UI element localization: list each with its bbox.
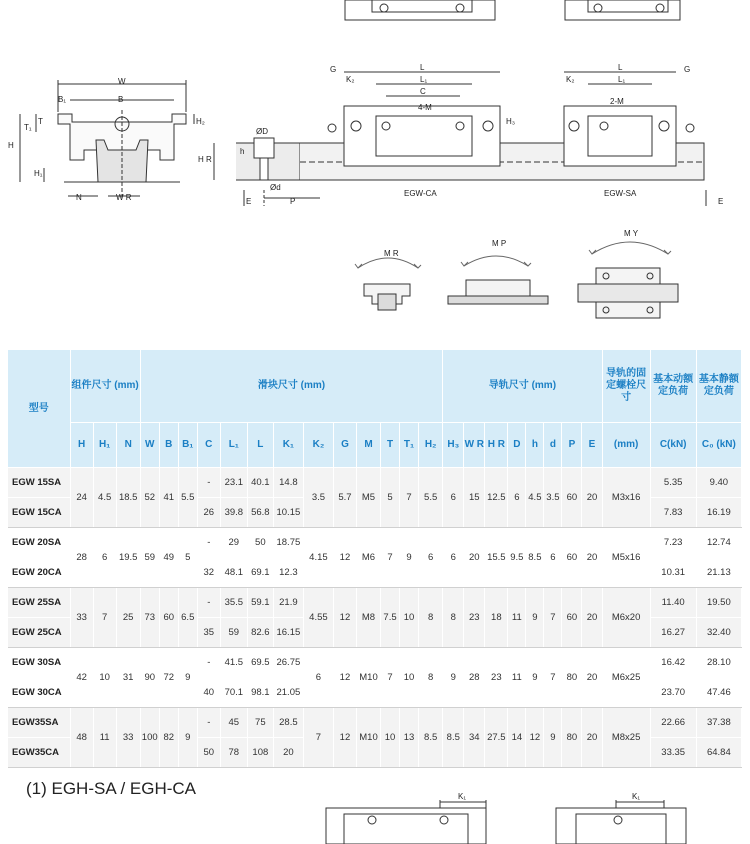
sub-header: d [544,423,562,468]
label-wr: W R [116,193,132,202]
table-cell: 21.9 [273,588,303,618]
sub-header: W [140,423,159,468]
table-cell: M6x25 [602,648,650,708]
table-cell: 108 [247,738,273,768]
label-k2-sa: K₂ [566,75,575,84]
table-cell: 28 [464,648,485,708]
table-cell: 7 [544,648,562,708]
table-cell: 73 [140,588,159,648]
table-cell: 7 [544,588,562,648]
table-cell: 48 [70,708,93,768]
table-cell: 60 [159,588,178,648]
table-cell: - [197,588,220,618]
table-cell: 41 [159,468,178,528]
table-cell: 12.5 [485,468,508,528]
table-cell: 72 [159,648,178,708]
series-title: (1) EGH-SA / EGH-CA [26,779,197,798]
table-cell: 25 [116,588,140,648]
model-cell: EGW 15SA [8,468,70,498]
table-cell: 42 [70,648,93,708]
label-mr: M R [384,249,399,258]
table-cell: 6 [419,528,443,588]
table-cell: 59.1 [247,588,273,618]
table-cell: 10.15 [273,498,303,528]
sub-header: C₀ (kN) [696,423,741,468]
table-cell: 59 [140,528,159,588]
table-cell: 49 [159,528,178,588]
table-cell: 16.19 [696,498,741,528]
table-cell: 21.13 [696,558,741,588]
table-cell: 16.15 [273,618,303,648]
table-cell: - [197,468,220,498]
table-cell: 7 [303,708,333,768]
table-cell: 23 [485,648,508,708]
table-cell: 12 [526,708,544,768]
table-cell: 8 [419,588,443,648]
sub-header-row [8,423,742,468]
table-cell: 28.10 [696,648,741,678]
table-cell: 9.40 [696,468,741,498]
table-cell: 3.5 [544,468,562,528]
table-cell: 20 [582,468,602,528]
table-cell: 9 [526,588,544,648]
table-cell: 10 [93,648,116,708]
table-cell: 5.7 [333,468,356,528]
table-cell: 20 [464,528,485,588]
table-cell: 80 [562,648,582,708]
table-cell: 14.8 [273,468,303,498]
table-cell: M10 [356,708,380,768]
table-cell: 35.5 [220,588,247,618]
sub-header: (mm) [602,423,650,468]
table-cell: M5x16 [602,528,650,588]
table-cell: 60 [562,468,582,528]
label-d: Ød [270,183,281,192]
table-cell: 90 [140,648,159,708]
table-cell: 9 [544,708,562,768]
table-cell: 27.5 [485,708,508,768]
label-w: W [118,77,126,86]
sub-header: C [197,423,220,468]
table-cell: 3.5 [303,468,333,528]
table-cell: 7 [381,648,400,708]
table-cell: 26.75 [273,648,303,678]
table-cell: 80 [562,708,582,768]
table-cell: 60 [562,528,582,588]
table-cell: - [197,648,220,678]
bottom-drawing [0,792,750,844]
model-cell: EGW 20SA [8,528,70,558]
table-cell: 5.5 [419,468,443,528]
table-row [8,708,742,738]
table-cell: 23 [464,588,485,648]
table-cell: 45 [220,708,247,738]
table-cell: 7.23 [650,528,696,558]
sub-header: H₃ [443,423,464,468]
table-cell: 60 [562,588,582,648]
label-t: T [38,117,43,126]
table-cell: 33 [70,588,93,648]
label-t1: T₁ [24,123,32,132]
moment-labels [384,229,639,258]
model-cell: EGW 25CA [8,618,70,648]
table-cell: 98.1 [247,678,273,708]
table-cell: 100 [140,708,159,768]
label-od: ØD [256,127,268,136]
label-e-right: E [718,197,724,206]
table-cell: 23.70 [650,678,696,708]
table-cell: 8.5 [443,708,464,768]
table-cell: 40.1 [247,468,273,498]
label-egw-ca: EGW-CA [404,189,437,198]
table-cell: - [197,528,220,558]
header-static-load: 基本静额定负荷 [696,350,741,423]
sub-header: E [582,423,602,468]
table-cell: 75 [247,708,273,738]
table-cell: 20 [582,588,602,648]
sub-header: P [562,423,582,468]
top-view [300,72,706,206]
sub-header: B₁ [178,423,197,468]
front-view [20,80,194,200]
table-cell: 9.5 [508,528,526,588]
sub-header: N [116,423,140,468]
table-cell: 6 [443,528,464,588]
table-cell: 10.31 [650,558,696,588]
table-cell: 47.46 [696,678,741,708]
label-b1: B₁ [58,95,67,104]
table-cell: M6 [356,528,380,588]
table-cell: 13 [400,708,419,768]
table-cell: 16.27 [650,618,696,648]
table-cell: 4.5 [526,468,544,528]
sub-header: h [526,423,544,468]
table-cell: 26 [197,498,220,528]
label-p: P [290,197,296,206]
table-cell: M10 [356,648,380,708]
table-cell: 19.50 [696,588,741,618]
label-l1-sa: L₁ [618,75,626,84]
table-cell: 10 [381,708,400,768]
table-cell: 6 [303,648,333,708]
table-cell: 11 [93,708,116,768]
model-cell: EGW 25SA [8,588,70,618]
table-cell: 12.3 [273,558,303,588]
table-cell: 6.5 [178,588,197,648]
table-cell: 37.38 [696,708,741,738]
table-cell: 59 [220,618,247,648]
model-cell: EGW 30SA [8,648,70,678]
table-cell: 9 [178,708,197,768]
table-cell: 33.35 [650,738,696,768]
label-l1-ca: L₁ [420,75,428,84]
table-cell: 41.5 [220,648,247,678]
table-cell: 16.42 [650,648,696,678]
table-cell: 9 [178,648,197,708]
table-cell: 5 [178,528,197,588]
label-b: B [118,95,124,104]
table-cell: 33 [116,708,140,768]
table-cell: 11 [508,648,526,708]
table-cell: 7 [93,588,116,648]
header-model: 型号 [8,350,70,468]
table-cell: 32 [197,558,220,588]
table-cell: 20 [582,528,602,588]
table-cell: 21.05 [273,678,303,708]
table-cell: 6 [544,528,562,588]
table-cell: 12 [333,588,356,648]
table-cell: 52 [140,468,159,528]
label-h-small: h [240,147,245,156]
table-cell: 8.5 [419,708,443,768]
sub-header: K₂ [303,423,333,468]
table-cell: 23.1 [220,468,247,498]
table-cell: 18 [485,588,508,648]
table-cell: - [197,708,220,738]
table-cell: M8 [356,588,380,648]
sub-header: H₂ [419,423,443,468]
table-cell: M8x25 [602,708,650,768]
table-row [8,648,742,678]
table-cell: 5 [381,468,400,528]
model-cell: EGW35CA [8,738,70,768]
sub-header: L [247,423,273,468]
table-cell: 20 [582,708,602,768]
table-cell: 9 [443,648,464,708]
sub-header: L₁ [220,423,247,468]
table-cell: 39.8 [220,498,247,528]
table-cell: 7 [400,468,419,528]
table-cell: 4.55 [303,588,333,648]
table-cell: 7.83 [650,498,696,528]
table-cell: 18.5 [116,468,140,528]
moment-diagrams [355,242,678,318]
sub-header: C(kN) [650,423,696,468]
label-egw-sa: EGW-SA [604,189,637,198]
model-cell: EGW 20CA [8,558,70,588]
label-my: M Y [624,229,639,238]
label-h: H [8,141,14,150]
sub-header: B [159,423,178,468]
table-cell: 64.84 [696,738,741,768]
table-cell: 78 [220,738,247,768]
label-l-ca: L [420,63,425,72]
table-cell: 5.35 [650,468,696,498]
table-cell: M3x16 [602,468,650,528]
table-cell: 40 [197,678,220,708]
model-cell: EGW35SA [8,708,70,738]
sub-header: T₁ [400,423,419,468]
table-cell: 70.1 [220,678,247,708]
table-cell: 12 [333,528,356,588]
sub-header: G [333,423,356,468]
label-g-left: G [330,65,337,74]
table-cell: 24 [70,468,93,528]
table-cell: 82 [159,708,178,768]
table-cell: 12.74 [696,528,741,558]
table-cell: 8.5 [526,528,544,588]
table-cell: 12 [333,708,356,768]
table-row [8,528,742,558]
model-cell: EGW 30CA [8,678,70,708]
label-k1-right: K₁ [632,792,641,801]
table-cell: 15.5 [485,528,508,588]
header-block: 滑块尺寸 (mm) [140,350,443,423]
table-cell: 8 [419,648,443,708]
header-rail: 导轨尺寸 (mm) [443,350,602,423]
technical-drawing [0,0,750,350]
label-n: N [76,193,82,202]
table-cell: M6x20 [602,588,650,648]
table-cell: 56.8 [247,498,273,528]
table-cell: 22.66 [650,708,696,738]
sub-header: D [508,423,526,468]
label-h1: H₁ [34,169,43,178]
table-cell: 11 [508,588,526,648]
header-bolt: 导轨的固定螺栓尺寸 [602,350,650,423]
table-cell: 29 [220,528,247,558]
table-cell: 82.6 [247,618,273,648]
table-cell: 19.5 [116,528,140,588]
table-cell: 35 [197,618,220,648]
table-cell: 6 [508,468,526,528]
table-cell: 69.1 [247,558,273,588]
table-cell: 9 [400,528,419,588]
sub-header: M [356,423,380,468]
table-cell: 15 [464,468,485,528]
table-cell: 9 [526,648,544,708]
table-cell: 8 [443,588,464,648]
table-cell: 18.75 [273,528,303,558]
table-cell: 32.40 [696,618,741,648]
label-4m: 4-M [418,103,432,112]
spec-table [8,350,742,768]
label-k2-ca: K₂ [346,75,355,84]
model-cell: EGW 15CA [8,498,70,528]
label-k1-left: K₁ [458,792,467,801]
table-row [8,468,742,498]
label-c: C [420,87,426,96]
sub-header: W R [464,423,485,468]
sub-header: H₁ [93,423,116,468]
spec-table-body [8,468,742,768]
label-hr: H R [198,155,212,164]
top-partial-blocks [345,0,680,20]
table-cell: 4.15 [303,528,333,588]
table-cell: 14 [508,708,526,768]
table-cell: 31 [116,648,140,708]
label-h3: H₃ [506,117,516,126]
table-cell: 12 [333,648,356,708]
sub-header: T [381,423,400,468]
table-cell: 7 [381,528,400,588]
table-cell: 50 [247,528,273,558]
label-h2: H₂ [196,117,205,126]
table-row [8,588,742,618]
table-cell: 28.5 [273,708,303,738]
table-cell: 4.5 [93,468,116,528]
table-cell: M5 [356,468,380,528]
table-cell: 69.5 [247,648,273,678]
label-mp: M P [492,239,507,248]
table-cell: 20 [273,738,303,768]
label-l-sa: L [618,63,623,72]
table-cell: 7.5 [381,588,400,648]
table-cell: 6 [93,528,116,588]
table-cell: 10 [400,648,419,708]
sub-header: H R [485,423,508,468]
table-cell: 20 [582,648,602,708]
table-cell: 6 [443,468,464,528]
header-dynamic-load: 基本动额定负荷 [650,350,696,423]
table-cell: 5.5 [178,468,197,528]
table-cell: 28 [70,528,93,588]
table-cell: 48.1 [220,558,247,588]
label-g-right: G [684,65,691,74]
table-cell: 10 [400,588,419,648]
table-cell: 34 [464,708,485,768]
table-cell: 50 [197,738,220,768]
sub-header: H [70,423,93,468]
label-e: E [246,197,252,206]
header-assembly: 组件尺寸 (mm) [70,350,140,423]
label-2m: 2-M [610,97,624,106]
sub-header: K₁ [273,423,303,468]
table-cell: 11.40 [650,588,696,618]
